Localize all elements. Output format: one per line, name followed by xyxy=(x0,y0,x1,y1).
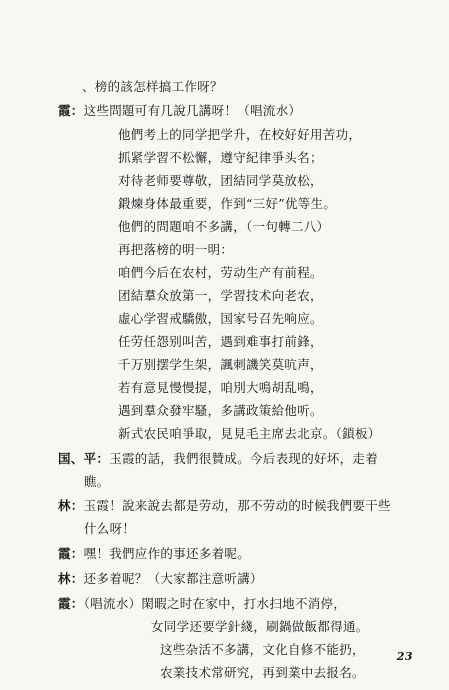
line-18-text: 瞧。 xyxy=(84,474,110,489)
text-line-8 xyxy=(118,242,233,258)
text-line-25 xyxy=(160,642,365,658)
line-17-text: 玉霞的話，我們很贊成。今后表现的好坏，走着 xyxy=(109,451,379,466)
line-11-text: 虛心学習戒驕傲，国家号召先响应。 xyxy=(118,311,323,326)
text-line-19 xyxy=(58,498,391,514)
text-line-13 xyxy=(118,357,323,373)
text-line-16 xyxy=(118,426,381,442)
text-line-22 xyxy=(58,571,263,587)
text-line-12 xyxy=(118,334,323,350)
line-9-text: 咱們今后在农村，劳动生产有前程。 xyxy=(118,265,323,280)
line-25-text: 这些杂活不多講，文化自修不能扔， xyxy=(160,642,365,657)
line-24-text: 女同学还要学針綫，刷鍋做飯都得通。 xyxy=(151,619,369,634)
line-19-text: 玉霞！說来說去都是劳动，那不劳动的时候我們要干些 xyxy=(83,498,391,513)
line-5-text: 对待老师要尊敬，团結同学莫放松， xyxy=(118,173,323,188)
line-1-text: 、榜的該怎样搞工作呀？ xyxy=(82,79,223,94)
text-line-10 xyxy=(118,288,323,304)
line-3-text: 他們考上的同学把学升，在校好好用苦功， xyxy=(118,127,362,142)
speaker-label: 霞： xyxy=(58,596,84,611)
line-12-text: 任劳任怨别叫苦，遇到难事打前鋒， xyxy=(118,334,323,349)
text-line-14 xyxy=(118,380,323,396)
line-15-text: 遇到羣众發牢騷，多講政策給他听。 xyxy=(118,403,323,418)
speaker-label: 林： xyxy=(58,571,84,586)
speaker-label: 霞： xyxy=(58,103,84,118)
text-line-24 xyxy=(151,619,369,635)
text-line-3 xyxy=(118,127,361,143)
text-line-26 xyxy=(160,665,365,681)
line-6-text: 鍛煉身体最重要，作到“三好”优等生。 xyxy=(118,196,337,211)
line-14-text: 若有意見慢慢提，咱別大鳴胡乱鳴， xyxy=(118,380,323,395)
text-line-11 xyxy=(118,311,323,327)
text-line-21 xyxy=(58,546,250,562)
line-2-text: 这些問題可有几說几講呀！（唱流水） xyxy=(83,103,302,118)
line-13-text: 千万别摆学生架，諷刺譏笑莫吭声， xyxy=(118,357,323,372)
text-line-17 xyxy=(58,451,378,467)
text-line-18 xyxy=(84,474,110,490)
line-10-text: 团結羣众放第一，学習技术向老农， xyxy=(118,288,323,303)
page-number: 23 xyxy=(396,650,413,663)
text-line-2 xyxy=(58,103,301,119)
line-26-text: 农業技术常研究，再到業中去报名。 xyxy=(160,665,365,680)
line-20-text: 什么呀！ xyxy=(84,521,136,536)
text-line-1 xyxy=(82,79,223,95)
speaker-label: 林： xyxy=(58,498,84,513)
speaker-label: 国、平： xyxy=(58,451,110,466)
text-line-9 xyxy=(118,265,323,281)
text-line-20 xyxy=(84,521,135,537)
text-line-6 xyxy=(118,196,336,212)
line-23-text: （唱流水）閑暇之时在家中，打水扫地不消停， xyxy=(83,596,347,611)
text-line-5 xyxy=(118,173,323,189)
line-8-text: 再把落榜的明一明： xyxy=(118,242,234,257)
text-line-23 xyxy=(58,596,346,612)
speaker-label: 霞： xyxy=(58,546,84,561)
text-line-15 xyxy=(118,403,323,419)
text-line-4 xyxy=(118,150,323,166)
line-7-text: 他們的問題咱不多講，（一句轉二八） xyxy=(118,219,330,234)
line-21-text: 嘿！我們应作的事还多着呢。 xyxy=(83,546,251,561)
text-line-7 xyxy=(118,219,329,235)
line-22-text: 还多着呢？（大家都注意听講） xyxy=(83,571,263,586)
line-4-text: 抓紧学習不松懈，遵守紀律爭头名； xyxy=(118,150,323,165)
line-16-text: 新式农民咱爭取，見見毛主席去北京。（鎖板） xyxy=(118,426,381,441)
